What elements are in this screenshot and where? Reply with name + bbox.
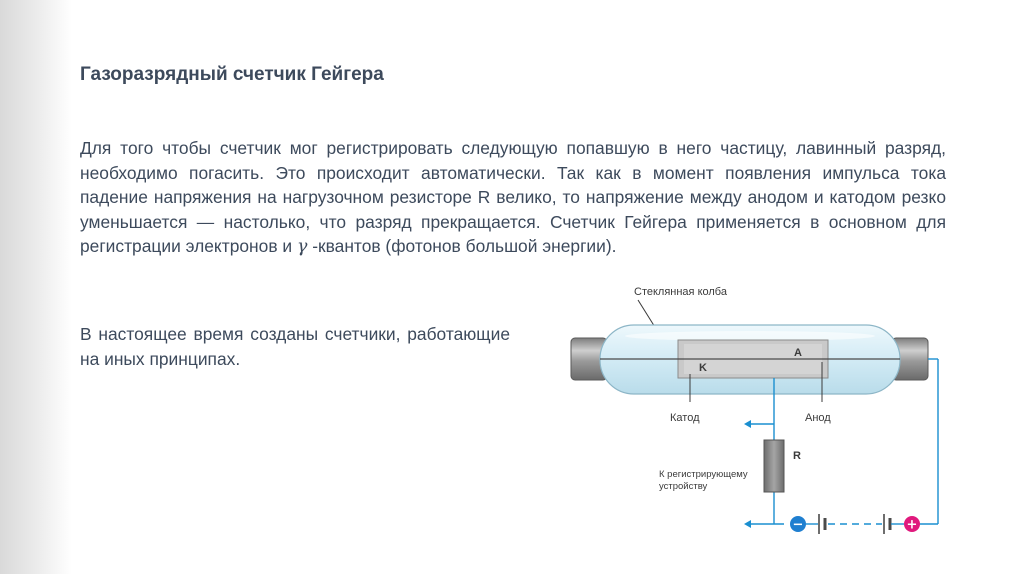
main-paragraph-text: Для того чтобы счетчик мог регистрировать следующую попавшую в него частицу, лавинный разряд, необходимо погасить. Это происходит автоматически. Так как в момент появления импульса тока падение напряжения на нагрузочном резисторе R велико, то напряжение между анодом и катодом резко уменьшается — настолько, что разряд прекращается. Счетчик Гейгера применяется в основном для регистрации электронов и — [80, 138, 946, 257]
tap-arrow-icon — [744, 420, 751, 428]
anode-letter: A — [794, 347, 802, 359]
plus-symbol: + — [906, 517, 918, 533]
geiger-counter-diagram — [560, 270, 960, 556]
secondary-paragraph: В настоящее время созданы счетчики, работающие на иных принципах. — [80, 324, 510, 369]
gamma-symbol: γ — [296, 237, 308, 258]
main-paragraph-ending: -квантов (фотонов большой энергии). — [307, 236, 617, 257]
resistor — [764, 440, 784, 492]
minus-symbol: − — [792, 517, 804, 533]
device-label-line2: устройству — [659, 481, 708, 492]
main-paragraph — [80, 136, 946, 260]
output-arrow-icon — [744, 520, 751, 528]
cathode-letter: K — [699, 362, 707, 374]
glass-bulb-label: Стеклянная колба — [634, 286, 727, 298]
slide-title: Газоразрядный счетчик Гейгера — [80, 64, 384, 85]
left-gradient-strip — [0, 0, 72, 574]
anode-label: Анод — [805, 412, 831, 424]
cathode-label: Катод — [670, 412, 700, 424]
resistor-label: R — [793, 450, 801, 462]
device-label-line1: К регистрирующему — [659, 469, 748, 480]
